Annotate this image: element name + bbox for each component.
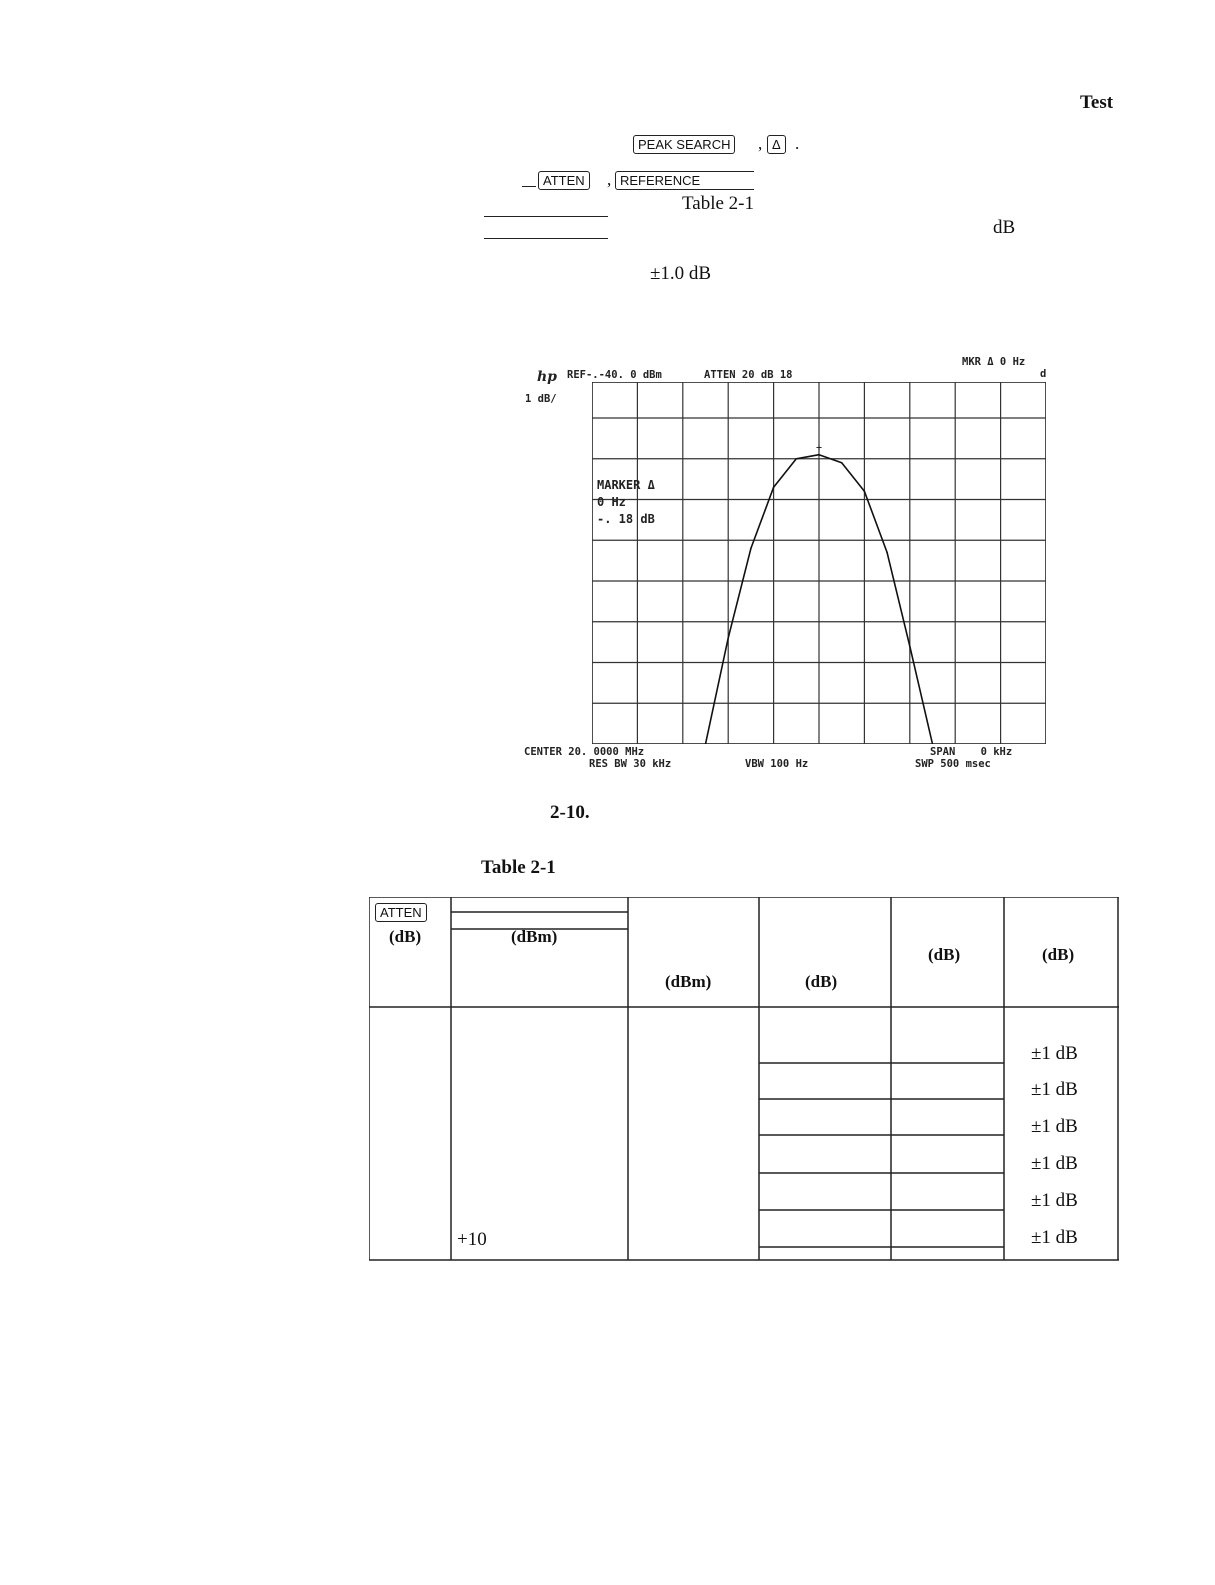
col5-unit: (dB) — [928, 945, 961, 964]
table-atten-key: ATTEN — [375, 903, 427, 922]
marker-annotation-title: MARKER Δ — [597, 478, 655, 492]
col4-unit: (dB) — [805, 972, 838, 991]
atten-readout: ATTEN 20 dB 18 — [704, 369, 793, 381]
tolerance-cell: ±1 dB — [1031, 1116, 1078, 1137]
trace-point — [750, 548, 752, 550]
marker-symbol: + — [815, 442, 823, 454]
tolerance-cell: ±1 dB — [1031, 1227, 1078, 1248]
table-reference: Table 2-1 — [682, 193, 755, 214]
vbw-readout: VBW 100 Hz — [745, 758, 809, 770]
scale-readout: 1 dB/ — [525, 393, 557, 405]
col2-unit: (dBm) — [511, 927, 558, 946]
db-unit: dB — [993, 217, 1016, 238]
step-end-period: . — [795, 134, 800, 153]
table-title: Table 2-1 — [481, 857, 556, 878]
marker-readout-sub: d — [1040, 368, 1047, 380]
tolerance-cell: ±1 dB — [1031, 1079, 1078, 1100]
tolerance-text: ±1.0 dB — [650, 263, 712, 284]
res-bw-readout: RES BW 30 kHz — [589, 758, 672, 770]
col6-unit: (dB) — [1042, 945, 1075, 964]
tolerance-cell: ±1 dB — [1031, 1043, 1078, 1064]
marker-readout: MKR Δ 0 Hz — [962, 356, 1026, 368]
table-grid — [369, 897, 1126, 1271]
center-frequency-readout: CENTER 20. 0000 MHz — [524, 746, 645, 758]
figure-caption: 2-10. — [550, 802, 590, 823]
trace-point — [818, 454, 820, 456]
trace-point — [909, 645, 911, 647]
trace-point — [864, 491, 866, 493]
marker-annotation-freq: 0 Hz — [597, 495, 626, 509]
underline-blank — [484, 216, 608, 217]
hp-logo: hp — [537, 369, 557, 385]
marker-annotation-amp: -. 18 dB — [597, 512, 655, 526]
col2-value: +10 — [457, 1229, 487, 1250]
trace-point — [841, 462, 843, 464]
col3-unit: (dBm) — [665, 972, 712, 991]
underline-blank — [522, 186, 536, 187]
key-separator: , — [607, 170, 612, 189]
key-separator: , — [758, 134, 763, 153]
reference-key: REFERENCE — [615, 171, 754, 190]
sweep-readout: SWP 500 msec — [915, 758, 991, 770]
trace-point — [773, 486, 775, 488]
ref-level-readout: REF-.-40. 0 dBm — [567, 369, 662, 381]
peak-search-key: PEAK SEARCH — [633, 135, 735, 154]
section-header: Test — [1080, 92, 1114, 113]
col1-unit: (dB) — [389, 927, 422, 946]
atten-key: ATTEN — [538, 171, 590, 190]
trace-point — [727, 637, 729, 639]
span-readout: SPAN 0 kHz — [930, 746, 1013, 758]
tolerance-cell: ±1 dB — [1031, 1153, 1078, 1174]
table-2-1 — [369, 897, 1126, 1271]
underline-blank — [484, 238, 608, 239]
spectrum-display — [592, 382, 1046, 744]
delta-key: Δ — [767, 135, 786, 154]
trace-point — [796, 458, 798, 460]
trace-point — [886, 552, 888, 554]
tolerance-cell: ±1 dB — [1031, 1190, 1078, 1211]
